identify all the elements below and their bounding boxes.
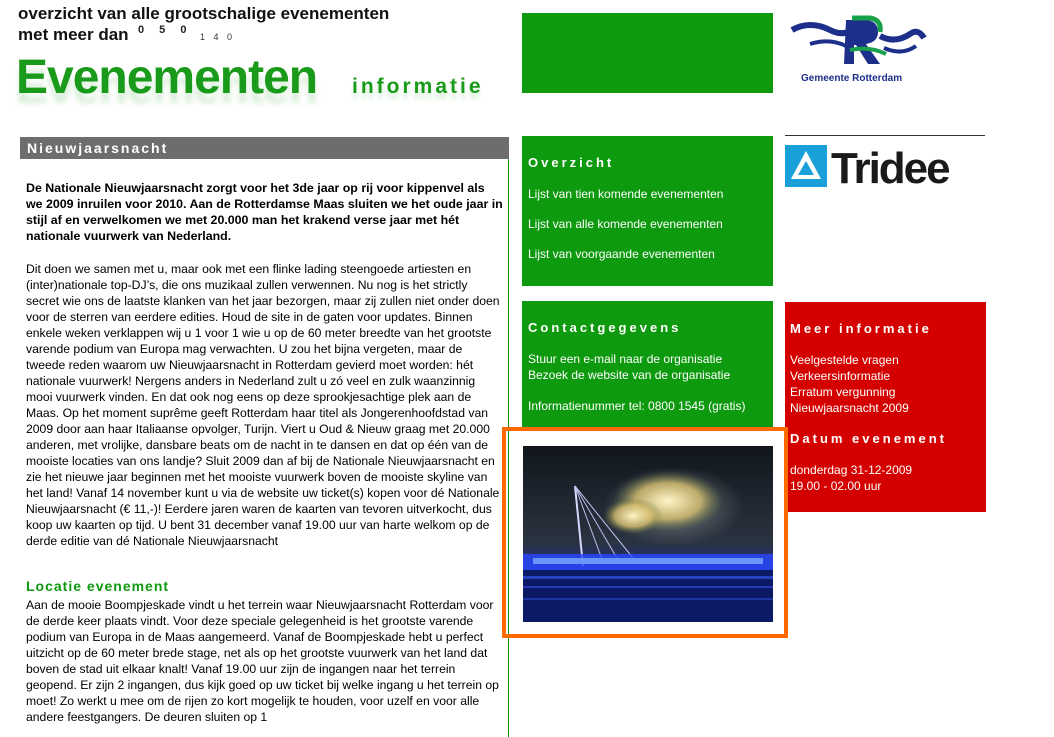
event-date-title: Datum evenement — [790, 431, 947, 446]
gemeente-rotterdam-icon — [790, 14, 930, 74]
link-nieuwjaarsnacht-2009[interactable]: Nieuwjaarsnacht 2009 — [790, 401, 909, 415]
sponsor-divider — [785, 135, 985, 136]
location-text: Aan de mooie Boompjeskade vindt u het terrein waar Nieuwjaarsnacht Rotterdam voor de derde keer plaats vindt. Voor deze speciale gelegenheid is het grootste varende podium van Europa in de Maas aangemeerd. Vanaf de Boompjeskade hebt u perfect uitzicht op de 60 meter brede stage, net als op het grootste vuurwerk van het land dat boven de stad uit elkaar knalt! Vanaf 19.00 uur zijn de ingangen naar het terrein geopend. Er zijn 2 ingangen, dus kijk goed op uw ticket bij welke ingang u het terrein op moet! Zo werkt u mee om de rijen zo kort mogelijk te houden, voor uzelf en voor alle andere feestgangers. De deuren sluiten op 1 — [26, 598, 499, 724]
tridee-wordmark: Tridee — [831, 144, 949, 191]
tridee-logo[interactable] — [785, 143, 985, 191]
animated-counter-digits-2: 1 4 0 — [200, 32, 236, 42]
event-time: 19.00 - 02.00 uur — [790, 479, 882, 493]
animated-counter-digits: 0 5 0 — [138, 24, 193, 36]
tridee-icon — [785, 143, 985, 191]
link-past-events[interactable]: Lijst van voorgaande evenementen — [528, 247, 715, 261]
contact-box — [522, 301, 773, 427]
link-faq[interactable]: Veelgestelde vragen — [790, 353, 899, 367]
link-organisation-website[interactable]: Bezoek de website van de organisatie — [528, 368, 731, 382]
tagline-line-1: overzicht van alle grootschalige evenementen — [18, 4, 390, 23]
site-logo-sub: informatie — [352, 75, 484, 98]
event-date: donderdag 31-12-2009 — [790, 463, 913, 477]
event-photo-fireworks[interactable] — [523, 446, 773, 622]
gemeente-label: Gemeente Rotterdam — [801, 73, 903, 84]
more-info-box — [785, 302, 986, 512]
link-ten-upcoming-events[interactable]: Lijst van tien komende evenementen — [528, 187, 724, 201]
header-banner-block — [522, 13, 773, 93]
article-lead: De Nationale Nieuwjaarsnacht zorgt voor het 3de jaar op rij voor kippenvel als we 2009 inruilen voor 2010. Aan de Rotterdamse Maas sluiten we het oude jaar in stijl af en verwelkomen we met 20.000 man het krakend verse jaar met hét nationale vuurwerk van Nederland. — [26, 181, 503, 243]
link-email-organisation[interactable]: Stuur een e-mail naar de organisatie — [528, 352, 723, 366]
article-title-bar: Nieuwjaarsnacht — [20, 137, 509, 159]
fireworks-photo-icon — [523, 446, 773, 622]
more-info-title: Meer informatie — [790, 321, 932, 336]
contact-title: Contactgegevens — [528, 320, 682, 335]
tagline-line-2: met meer dan — [18, 25, 129, 44]
link-all-upcoming-events[interactable]: Lijst van alle komende evenementen — [528, 217, 723, 231]
site-logo-main[interactable]: Evenementen — [16, 51, 318, 104]
link-traffic-info[interactable]: Verkeersinformatie — [790, 369, 891, 383]
overview-box — [522, 136, 773, 286]
info-phone-number: Informatienummer tel: 0800 1545 (gratis) — [528, 399, 746, 413]
location-heading: Locatie evenement — [26, 578, 170, 594]
overview-title: Overzicht — [528, 155, 615, 170]
link-erratum-permit[interactable]: Erratum vergunning — [790, 385, 896, 399]
article-body: Dit doen we samen met u, maar ook met een flinke lading steengoede artiesten en (inter)nationale top-DJ’s, die ons muzikaal zullen verwennen. Nu nog is het strictly secret wie ons de laatste klanken van het jaar bezorgen, maar zij zullen niet onder doen voor de sterren van eerdere edities. Houd de site in de gaten voor updates. Binnen enkele weken verklappen wij u 1 voor 1 wie u op de 60 meter breedte van het grootste varende podium van Europa mag verwachten. U zou het bijna vergeten, maar de tweede reden waarom uw Nieuwjaarsnacht in Rotterdam gevierd moet worden: hét nationale vuurwerk! Nergens anders in Nederland zult u zó veel en zulk waanzinnig mooi vuurwerk vinden. En dat ook nog eens op deze sprookjesachtige plek aan de Maas. Op het moment suprême geeft Rotterdam haar titel als Jongerenhoofdstad van 2009 door aan haar Italiaanse opvolger, Turijn. Viert u Oud & Nieuw graag met 20.000 anderen, met vrolijke, dansbare beats om de nacht in te dansen en dat op één van de mooiste locaties van ons landje? Sluit 2009 dan af bij de Nationale Nieuwjaarsnacht en zie het nieuwe jaar beginnen met het mooiste vuurwerk boven de mooiste skyline van het land! Vanaf 14 november kunt u via de website uw ticket(s) kopen voor dé Nationale Nieuwjaarsnacht (€ 11,-)! Eerdere jaren waren de kaarten van tevoren uitverkocht, dus koop uw kaarten op tijd. U bent 31 december vanaf 19.00 uur van harte welkom op de derde editie van dé Nationale Nieuwjaarsnacht — [26, 262, 500, 548]
